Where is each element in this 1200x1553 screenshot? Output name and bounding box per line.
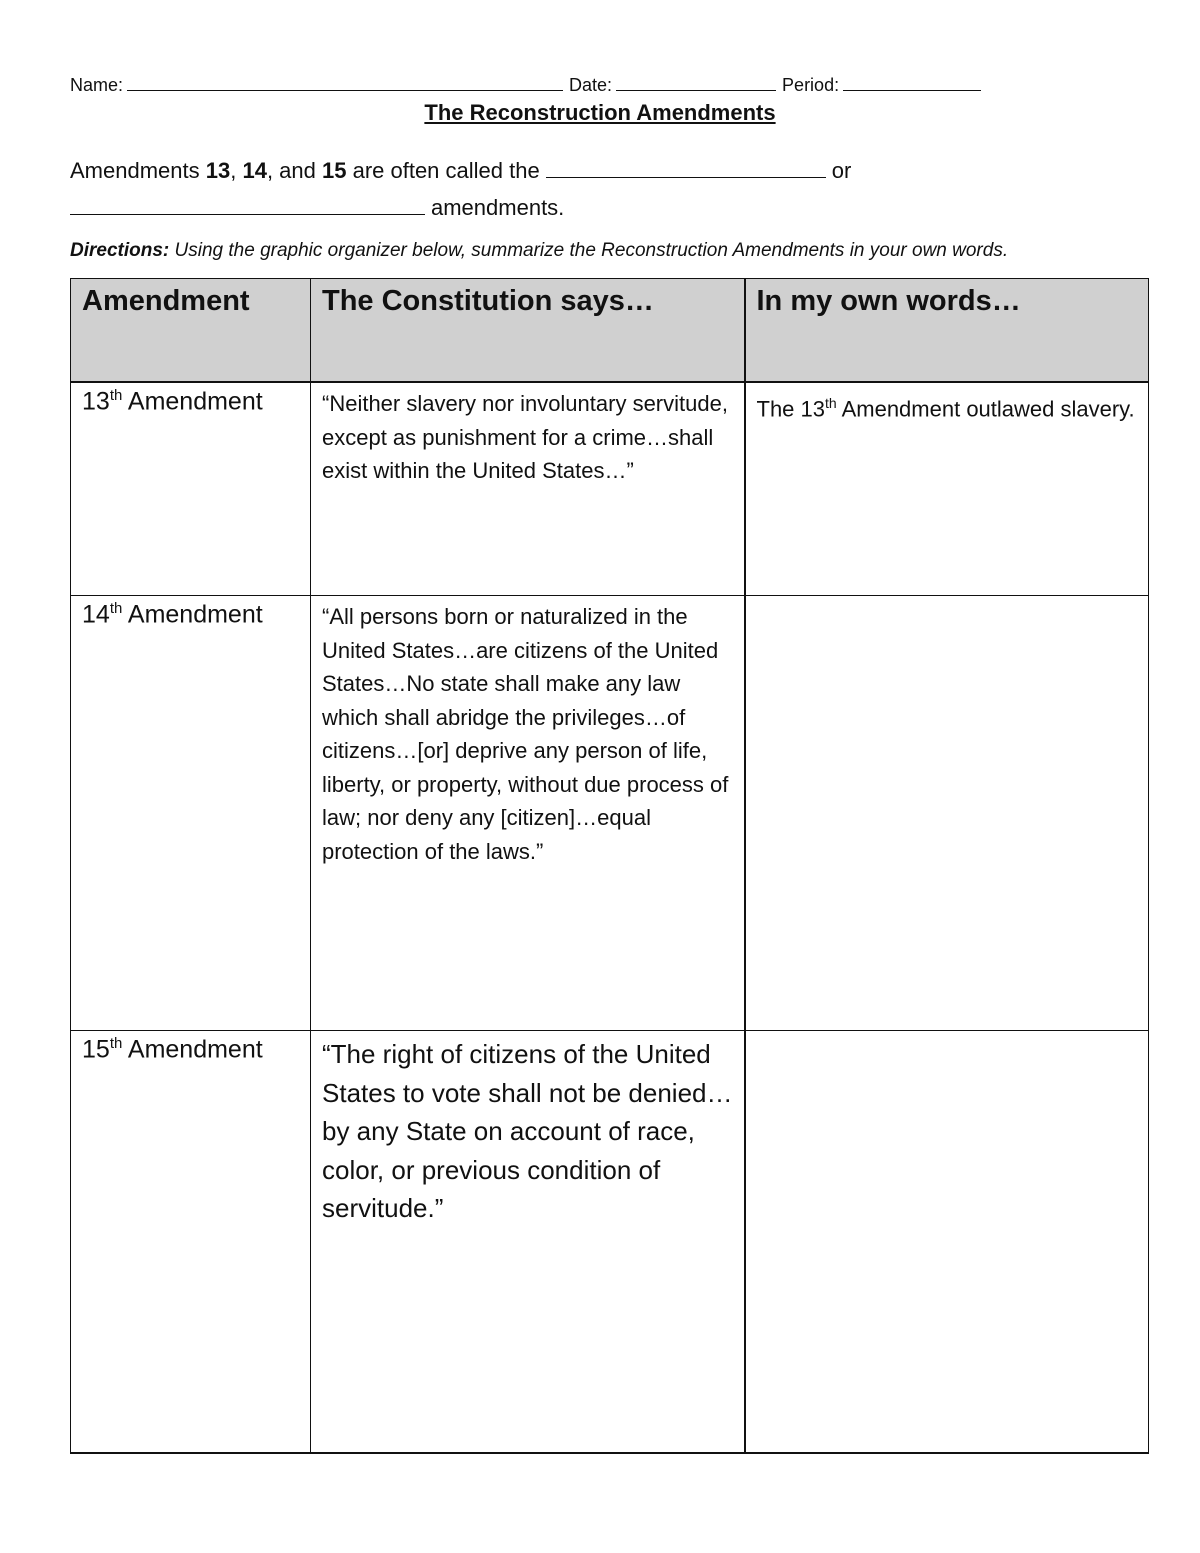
constitution-quote: “Neither slavery nor involuntary servitude, except as punishment for a crime…shall exist within the United States…” [311, 382, 745, 596]
student-info-line [70, 74, 1150, 96]
amendment-15-number: 15 [321, 158, 347, 183]
intro-end: amendments. [431, 195, 565, 220]
amendment-cell: 15th Amendment [71, 1031, 311, 1454]
name-field[interactable] [127, 74, 563, 91]
header-own-words: In my own words… [745, 279, 1149, 383]
graphic-organizer-table [70, 278, 1149, 1454]
own-words-answer[interactable]: The 13th Amendment outlawed slavery. [745, 382, 1149, 596]
intro-and: , and [266, 158, 322, 183]
table-row [71, 1031, 1149, 1454]
intro-called: are often called the [346, 158, 540, 183]
constitution-quote: “All persons born or naturalized in the United States…are citizens of the United States…No state shall make any law which shall abridge the privileges…of citizens…[or] deprive any person of life, liberty, or property, without due process of law; nor deny any [citizen]…equal protection of the laws.” [311, 596, 745, 1031]
date-field[interactable] [616, 74, 776, 91]
table-row [71, 382, 1149, 596]
intro-sentence [70, 152, 1150, 226]
intro-or: or [831, 158, 852, 183]
own-words-answer[interactable] [745, 596, 1149, 1031]
directions [70, 240, 1160, 262]
amendment-cell: 14th Amendment [71, 596, 311, 1031]
directions-text: Using the graphic organizer below, summarize the Reconstruction Amendments in your own words. [169, 240, 1009, 261]
header-constitution-says: The Constitution says… [311, 279, 745, 383]
page-title: The Reconstruction Amendments [424, 100, 776, 125]
blank-answer-1[interactable] [546, 157, 826, 178]
date-label: Date: [569, 75, 613, 95]
directions-label: Directions: [70, 240, 170, 261]
header-amendment: Amendment [71, 279, 311, 383]
intro-comma: , [230, 158, 243, 183]
amendment-13-number: 13 [205, 158, 231, 183]
own-words-answer[interactable] [745, 1031, 1149, 1454]
name-label: Name: [70, 75, 124, 95]
amendment-cell: 13th Amendment [71, 382, 311, 596]
period-field[interactable] [843, 74, 981, 91]
table-row [71, 596, 1149, 1031]
blank-answer-2[interactable] [70, 194, 425, 215]
amendment-14-number: 14 [242, 158, 267, 183]
constitution-quote: “The right of citizens of the United States to vote shall not be denied…by any State on account of race, color, or previous condition of servitude.” [311, 1031, 745, 1454]
table-header-row [71, 279, 1149, 383]
period-label: Period: [782, 75, 840, 95]
intro-text: Amendments [70, 158, 206, 183]
